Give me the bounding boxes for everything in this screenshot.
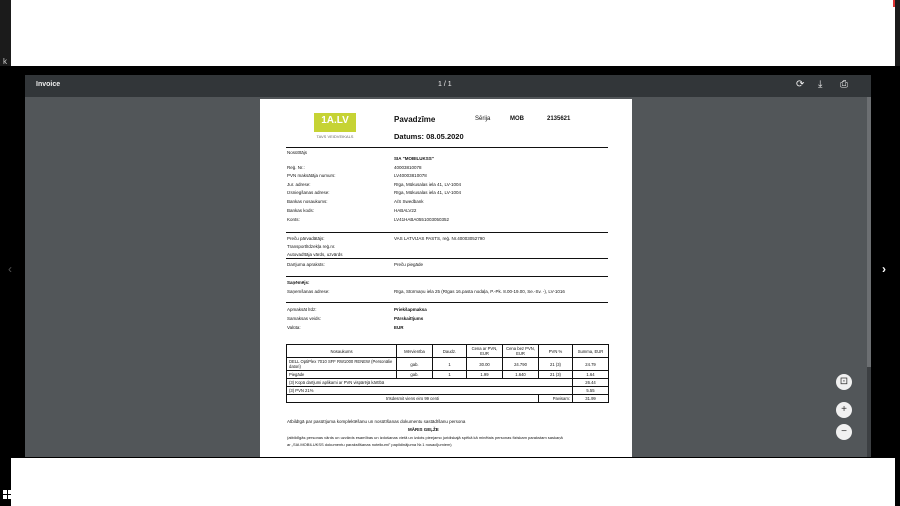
seller-value: LV40003810078 xyxy=(394,173,427,178)
total-taxable-label: (3) Kopā darījumi aplikami ar PVN vispārējā kārtībā xyxy=(287,379,573,387)
carousel-next-icon[interactable]: › xyxy=(882,262,886,276)
item-price-novat: 1.640 xyxy=(503,371,539,379)
payable-value: 31.99 xyxy=(573,395,609,403)
background-panel-bottom xyxy=(11,458,895,506)
item-sum: 1.64 xyxy=(573,371,609,379)
divider xyxy=(286,147,608,148)
series-value: MOB xyxy=(510,116,524,122)
seller-label: Reģ. Nr.: xyxy=(287,165,305,170)
seller-value: HABALV22 xyxy=(394,208,417,213)
item-unit: gab. xyxy=(397,371,433,379)
transport-label: Transportlīdzekļa reģ.nr. xyxy=(287,244,336,249)
column-header: PVN % xyxy=(539,345,573,358)
background-panel-top xyxy=(11,0,895,66)
transport-value: VAS LATVIJAS PASTS, reģ. Nr.40003052790 xyxy=(394,236,485,241)
item-qty: 1 xyxy=(433,371,467,379)
divider xyxy=(286,302,608,303)
payment-value: Pārskaitījums xyxy=(394,316,424,321)
background-strip-right xyxy=(895,0,900,66)
item-price-novat: 24.790 xyxy=(503,358,539,371)
responsible-note: Atbildīgā par pasūtījuma komplektēšanu un nosūtīšanas dokumentu sastādīšanu persona xyxy=(287,419,466,424)
rotate-icon[interactable]: ⟳ xyxy=(796,79,805,90)
items-table xyxy=(286,344,609,403)
item-sum: 24.79 xyxy=(573,358,609,371)
column-header: Daudz. xyxy=(433,345,467,358)
background-text-fragment: k xyxy=(3,57,7,66)
item-vat: 21 (3) xyxy=(539,358,573,371)
table-total-row xyxy=(287,379,609,387)
seller-value: Rīga, Mūkusalas iela 41, LV-1004 xyxy=(394,182,461,187)
payable-label: Pavisam: xyxy=(539,395,573,403)
payment-label: Apmaksāt līdz: xyxy=(287,307,317,312)
payment-value: Priekšapmaksa xyxy=(394,307,427,312)
document-number: 2135621 xyxy=(547,116,571,122)
item-name: Piegāde xyxy=(287,371,397,379)
deal-value: Preču piegāde xyxy=(394,262,424,267)
total-taxable-value: 26.44 xyxy=(573,379,609,387)
responsible-person: MĀRIS GEĻŽE xyxy=(408,427,439,432)
seller-value: A/S Swedbank xyxy=(394,199,424,204)
payment-value: EUR xyxy=(394,325,404,330)
seller-value: LV41HABA0551003050352 xyxy=(394,217,449,222)
column-header: Mērvienība xyxy=(397,345,433,358)
windows-start-icon[interactable] xyxy=(3,490,12,499)
payment-label: Samaksas veids: xyxy=(287,316,322,321)
column-header: Summa, EUR xyxy=(573,345,609,358)
seller-label: Bankas nosaukums: xyxy=(287,199,328,204)
table-row xyxy=(287,371,609,379)
carousel-prev-icon[interactable]: ‹ xyxy=(8,262,12,276)
item-unit: gab. xyxy=(397,358,433,371)
seller-value: Rīga, Mūkusalas iela 41, LV-1004 xyxy=(394,190,461,195)
seller-heading: Nosūtītājs xyxy=(287,150,308,155)
item-qty: 1 xyxy=(433,358,467,371)
footer-line: (atbildīgās personas vārds un uzvārds esamības un izdošanas vietā un izdots pieejamo juridiskajā spēkā kā minētais personas fiziskam parakstam saskaņā xyxy=(287,435,563,440)
scrollbar-thumb[interactable] xyxy=(867,97,871,367)
column-header: Cena ar PVN, EUR xyxy=(467,345,503,358)
company-logo xyxy=(314,113,356,141)
series-label: Sērija xyxy=(475,116,491,122)
viewer-toolbar xyxy=(25,75,871,97)
download-icon[interactable]: ⤓ xyxy=(818,79,823,90)
vat-value: 5.55 xyxy=(573,387,609,395)
print-icon[interactable]: ⎙ xyxy=(840,79,848,90)
item-price-vat: 1.99 xyxy=(467,371,503,379)
document-title: Pavadzīme xyxy=(394,115,436,124)
divider xyxy=(286,276,608,277)
fit-page-button[interactable]: ⊡ xyxy=(836,374,852,390)
receiver-heading: Saņēmējs: xyxy=(287,280,310,285)
table-header-row xyxy=(287,345,609,358)
receiver-address-label: Saņemšanas adrese: xyxy=(287,289,330,294)
footer-line: ar „SIA MOBILUKSS dokumentu parakstīšanas noteikumi" papildinājuma Nr.1 nosacījumiem) xyxy=(287,442,452,447)
item-name: DELL OptiPlex 7010 SFF RW1000 RENEW (Personālie datori) xyxy=(287,358,397,371)
column-header: Nosaukums xyxy=(287,345,397,358)
column-header: Cena bez PVN, EUR xyxy=(503,345,539,358)
seller-name: SIA "MOBILUKSS" xyxy=(394,156,434,161)
payment-label: Valūta: xyxy=(287,325,301,330)
transport-label: Autovadītāja vārds, uzvārds xyxy=(287,252,343,257)
table-total-row xyxy=(287,395,609,403)
viewer-title: Invoice xyxy=(36,81,61,88)
background-accent xyxy=(893,0,895,7)
table-row xyxy=(287,358,609,371)
seller-label: Konts: xyxy=(287,217,300,222)
vat-label: (3) PVN 21% xyxy=(287,387,573,395)
zoom-in-button[interactable]: + xyxy=(836,402,852,418)
logo-text: 1A.LV xyxy=(321,115,349,126)
divider xyxy=(286,232,608,233)
logo-tagline: TAVS VEIDVEIKALS xyxy=(314,132,356,141)
item-price-vat: 30.00 xyxy=(467,358,503,371)
page-indicator: 1 / 1 xyxy=(438,81,452,88)
pdf-viewer xyxy=(25,75,871,457)
table-total-row xyxy=(287,387,609,395)
item-vat: 21 (3) xyxy=(539,371,573,379)
divider xyxy=(286,258,608,259)
seller-label: Izsniegšanas adrese: xyxy=(287,190,330,195)
seller-label: Bankas kods: xyxy=(287,208,315,213)
seller-value: 40003810078 xyxy=(394,165,422,170)
seller-label: PVN maksātāja numurs: xyxy=(287,173,336,178)
deal-label: Darījuma apraksts: xyxy=(287,262,325,267)
document-date: Datums: 08.05.2020 xyxy=(394,132,464,141)
zoom-out-button[interactable]: − xyxy=(836,424,852,440)
seller-label: Jur. adrese: xyxy=(287,182,311,187)
invoice-page xyxy=(260,99,632,457)
receiver-address-value: Rīga, Stūrmaņu iela 25 (Rīgas 16.pasta nodaļa, P.-Pk. 8.00-19.00, Se.-Sv. -), LV-1016 xyxy=(394,289,565,294)
amount-in-words: trīsdesmit viens eiro 99 centi xyxy=(287,395,539,403)
transport-label: Preču pārvadātājs: xyxy=(287,236,325,241)
